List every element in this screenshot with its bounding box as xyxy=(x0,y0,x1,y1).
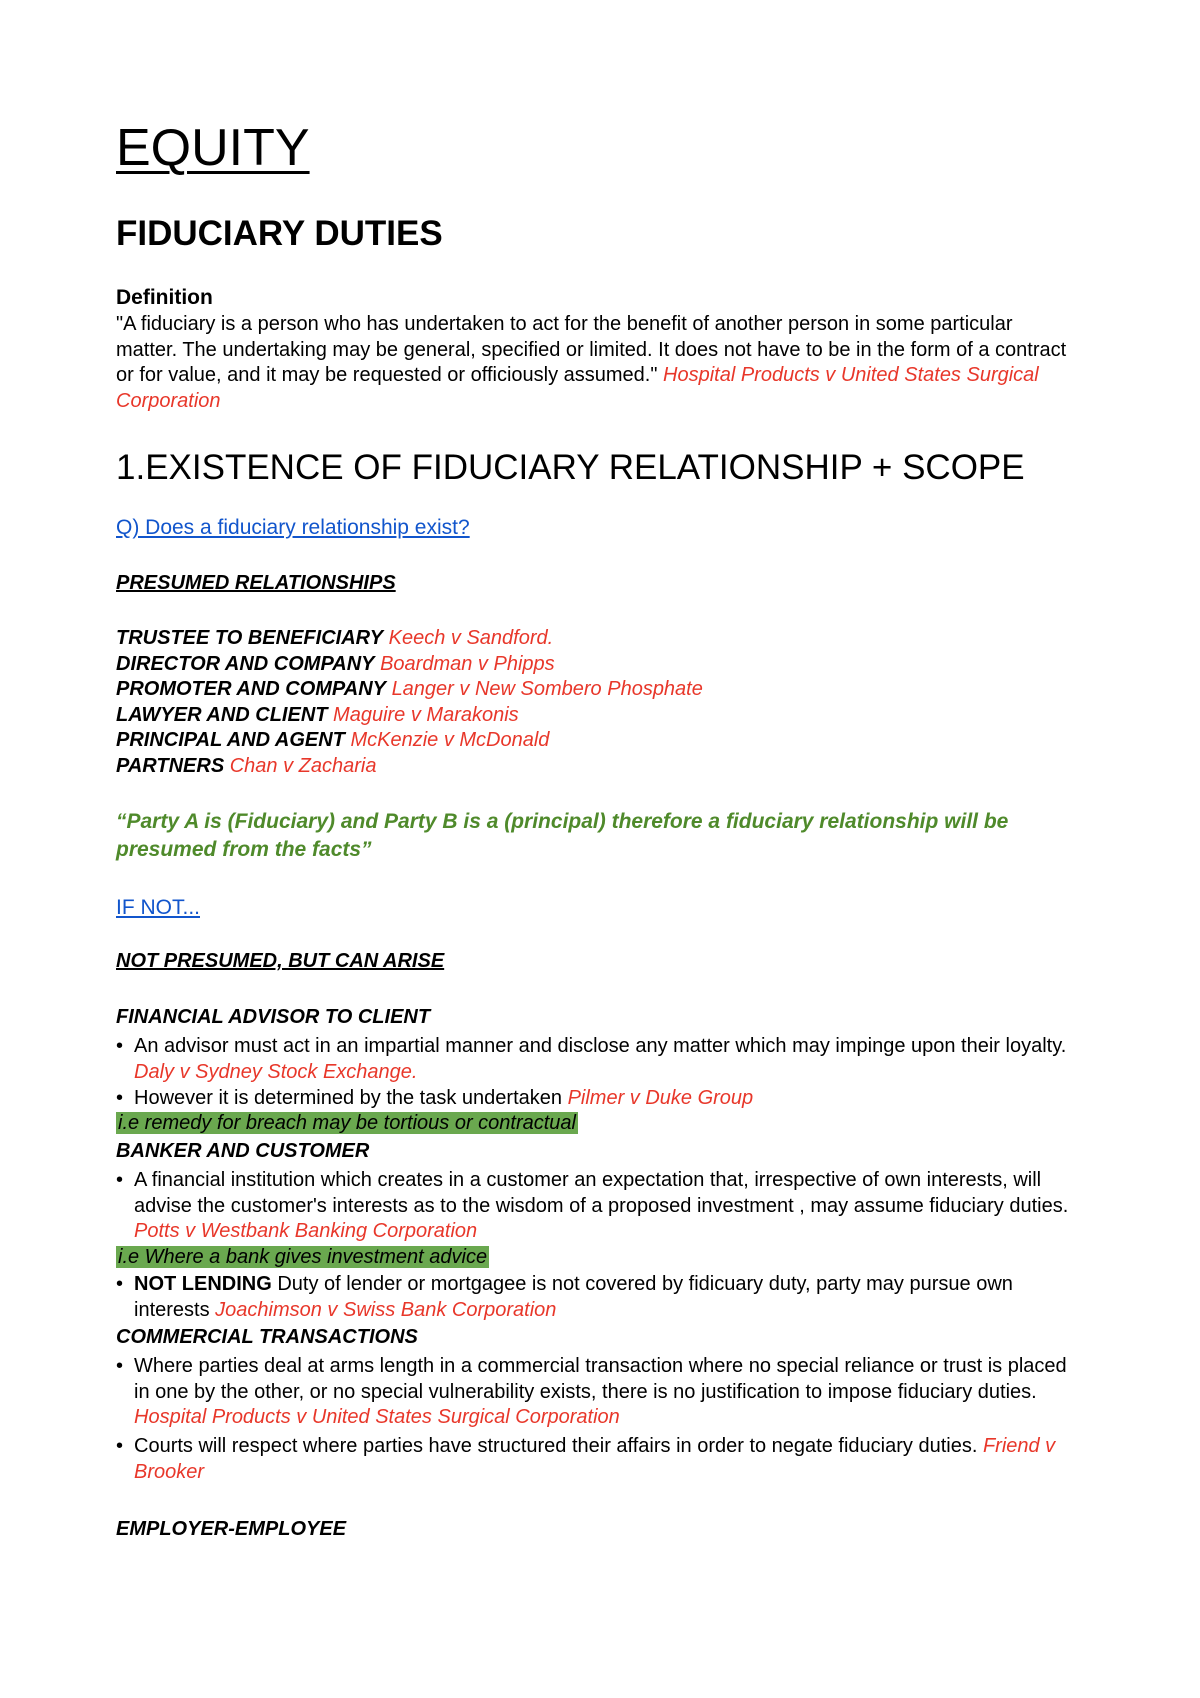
bullet-text: A financial institution which creates in a customer an expectation that, irrespective of own interests, will advise the customer's interests as to the wisdom of a proposed investment , may assume fiduciary duties. xyxy=(134,1169,1069,1217)
bullet-text: An advisor must act in an impartial manner and disclose any matter which may impinge upon their loyalty. xyxy=(134,1035,1067,1057)
bullet-icon: • xyxy=(116,1355,124,1377)
case-citation: Langer v New Sombero Phosphate xyxy=(391,678,703,700)
bullet-item xyxy=(116,1354,1076,1431)
bullet-item xyxy=(116,1168,1076,1245)
case-citation: Joachimson v Swiss Bank Corporation xyxy=(215,1298,557,1321)
bullet-icon: • xyxy=(116,1169,124,1191)
relationship-label: PRINCIPAL AND AGENT xyxy=(116,729,345,751)
bullet-text: Duty of lender or mortgagee is not covered by fidicuary duty, party may pursue own interests xyxy=(134,1273,1013,1321)
bullet-item xyxy=(116,1272,1076,1323)
bullet-icon: • xyxy=(116,1087,124,1109)
bullet-icon: • xyxy=(116,1273,124,1295)
relationship-label: PROMOTER AND COMPANY xyxy=(116,678,386,700)
topic-heading: FIDUCIARY DUTIES xyxy=(116,214,443,253)
highlight-text: i.e Where a bank gives investment advice xyxy=(118,1246,488,1268)
not-presumed-heading: NOT PRESUMED, BUT CAN ARISE xyxy=(116,950,445,972)
relationship-item xyxy=(116,754,703,780)
bullet-item xyxy=(116,1434,1076,1485)
case-citation: McKenzie v McDonald xyxy=(350,729,550,751)
bullet-text: Courts will respect where parties have structured their affairs in order to negate fiduciary duties. xyxy=(134,1435,983,1457)
relationship-label: PARTNERS xyxy=(116,754,225,777)
case-citation: Chan v Zacharia xyxy=(229,754,377,777)
question-link[interactable]: Q) Does a fiduciary relationship exist? xyxy=(116,516,470,539)
relationship-label: DIRECTOR AND COMPANY xyxy=(116,652,375,675)
section-heading: 1.EXISTENCE OF FIDUCIARY RELATIONSHIP + SCOPE xyxy=(116,448,1025,487)
bullet-text: Where parties deal at arms length in a commercial transaction where no special reliance or trust is placed in one by the other, or no special vulnerability exists, there is no justification to impose fiduciary duties. xyxy=(134,1355,1067,1403)
case-citation: Hospital Products v United States Surgical Corporation xyxy=(116,364,1039,412)
employer-heading: EMPLOYER-EMPLOYEE xyxy=(116,1518,347,1540)
case-citation: Keech v Sandford. xyxy=(388,627,554,649)
case-citation: Maguire v Marakonis xyxy=(333,703,519,726)
relationship-label: LAWYER AND CLIENT xyxy=(116,703,328,726)
highlight-note xyxy=(116,1246,489,1269)
relationship-item xyxy=(116,728,703,754)
banker-heading: BANKER AND CUSTOMER xyxy=(116,1140,370,1162)
definition-label: Definition xyxy=(116,286,213,309)
definition-text: "A fiduciary is a person who has undertaken to act for the benefit of another person in some particular matter. The undertaking may be general, specified or limited. It does not have to be in the form of a contract or for value, and it may be requested or officiously assumed." xyxy=(116,313,1067,386)
commercial-heading: COMMERCIAL TRANSACTIONS xyxy=(116,1326,418,1348)
relationship-item xyxy=(116,703,703,729)
presumed-quote: “Party A is (Fiduciary) and Party B is a (principal) therefore a fiduciary relationship will be presumed from the facts” xyxy=(116,810,1009,861)
relationship-label: TRUSTEE TO BENEFICIARY xyxy=(116,627,384,649)
relationship-item xyxy=(116,652,703,678)
highlight-text: i.e remedy for breach may be tortious or contractual xyxy=(118,1112,576,1134)
bullet-bold-label: NOT LENDING xyxy=(134,1273,272,1295)
if-not-link[interactable]: IF NOT... xyxy=(116,896,200,919)
presumed-heading: PRESUMED RELATIONSHIPS xyxy=(116,572,396,594)
relationship-item xyxy=(116,626,703,652)
case-citation: Hospital Products v United States Surgical Corporation xyxy=(134,1406,620,1428)
financial-advisor-heading: FINANCIAL ADVISOR TO CLIENT xyxy=(116,1006,431,1028)
bullet-item xyxy=(116,1086,1076,1112)
bullet-text: However it is determined by the task undertaken xyxy=(134,1087,568,1109)
case-citation: Daly v Sydney Stock Exchange. xyxy=(134,1060,418,1083)
case-citation: Potts v Westbank Banking Corporation xyxy=(134,1220,478,1242)
highlight-note xyxy=(116,1112,578,1135)
definition-paragraph xyxy=(116,312,1076,414)
bullet-item xyxy=(116,1034,1076,1085)
bullet-icon: • xyxy=(116,1035,124,1057)
document-title: EQUITY xyxy=(116,119,310,177)
case-citation: Pilmer v Duke Group xyxy=(567,1087,754,1109)
case-citation: Friend v Brooker xyxy=(134,1435,1056,1483)
relationship-list xyxy=(116,626,703,779)
bullet-icon: • xyxy=(116,1435,124,1457)
relationship-item xyxy=(116,677,703,703)
case-citation: Boardman v Phipps xyxy=(380,652,555,675)
